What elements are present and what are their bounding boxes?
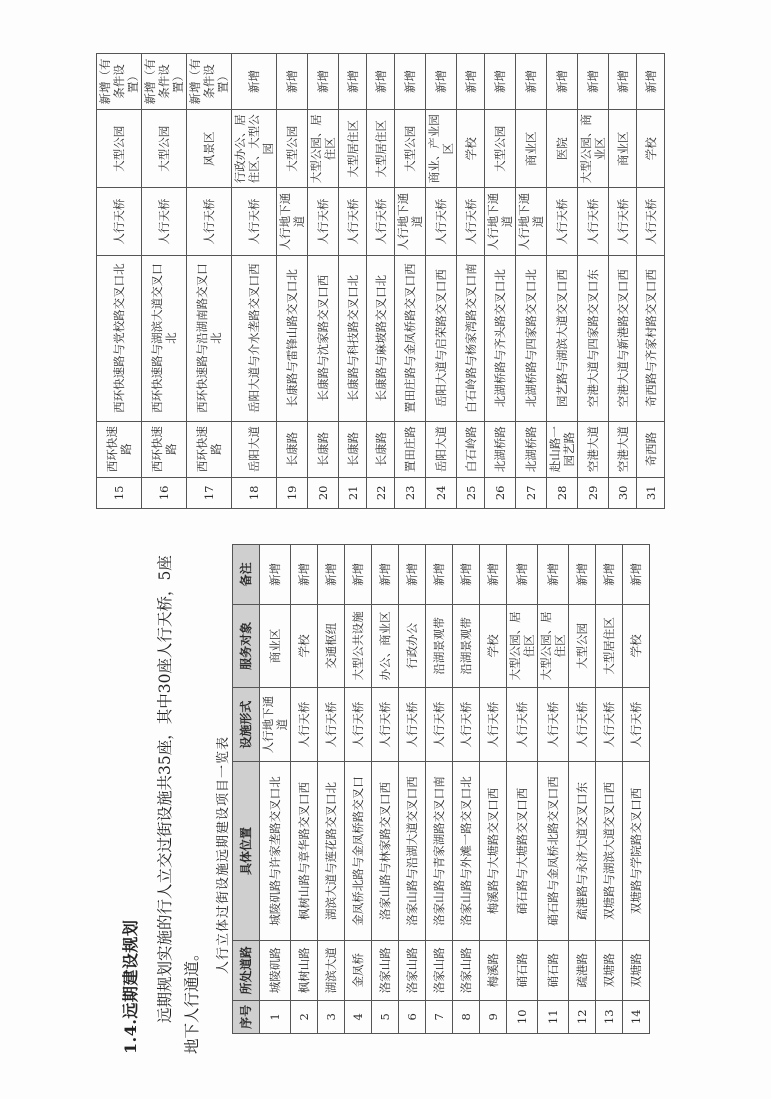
cell-target: 大型公园: [485, 110, 516, 188]
cell-note: 新增: [308, 54, 339, 110]
table-row: [507, 545, 538, 1034]
cell-form: 人行天桥: [318, 688, 345, 762]
cell-no: 8: [453, 1000, 480, 1033]
cell-note: 新增: [578, 54, 609, 110]
cell-target: 沿湖景观带: [453, 604, 480, 687]
cell-note: 新增: [596, 545, 623, 605]
table-row: [578, 54, 609, 509]
cell-note: 新增: [372, 545, 399, 605]
cell-no: 4: [345, 1000, 372, 1033]
cell-note: 新增: [232, 54, 277, 110]
table-row: [609, 54, 637, 509]
cell-target: 行政办公、居住区、大型公园: [232, 110, 277, 188]
table-row: [232, 54, 277, 509]
cell-location: 梅溪路与大塘路交叉口西: [480, 762, 507, 941]
cell-target: 大型公园、居住区: [507, 604, 538, 687]
cell-note: 新增: [637, 54, 665, 110]
cell-location: 西环快速路与党校路交叉口北: [97, 255, 142, 421]
cell-no: 21: [339, 477, 367, 508]
cell-target: 风景区: [187, 110, 232, 188]
cell-form: 人行天桥: [187, 188, 232, 255]
cell-target: 大型公园: [395, 110, 426, 188]
cell-form: 人行天桥: [339, 188, 367, 255]
table-caption: 人行立体过街设施远期建设项目一览表: [216, 735, 231, 974]
cell-target: 学校: [623, 604, 650, 687]
cell-location: 长康路与麻坡路交叉口北: [367, 255, 395, 421]
cell-note: 新增: [538, 545, 569, 605]
cell-target: 商业区: [609, 110, 637, 188]
cell-location: 长康路与沈家路交叉口西: [308, 255, 339, 421]
cell-location: 北湖桥路与四家路交叉口北: [516, 255, 547, 421]
cell-road: 金凤桥: [345, 940, 372, 1000]
table-row: [367, 54, 395, 509]
table-row: [637, 54, 665, 509]
cell-location: 空港大道与新港路交叉口西: [609, 255, 637, 421]
cell-note: 新增（有条件设置）: [187, 54, 232, 110]
table-row: [457, 54, 485, 509]
cell-no: 5: [372, 1000, 399, 1033]
cell-target: 大型公园、居住区: [308, 110, 339, 188]
cell-note: 新增: [345, 545, 372, 605]
cell-road: 长康路: [339, 421, 367, 477]
cell-form: 人行天桥: [637, 188, 665, 255]
header-note: 备注: [233, 545, 260, 605]
cell-road: 西环快速路: [187, 421, 232, 477]
cell-road: 空港大道: [578, 421, 609, 477]
cell-note: 新增: [291, 545, 318, 605]
cell-form: 人行天桥: [569, 688, 596, 762]
cell-note: 新增: [480, 545, 507, 605]
cell-form: 人行天桥: [507, 688, 538, 762]
cell-form: 人行天桥: [308, 188, 339, 255]
cell-location: 洛家山路与沿湖大道交叉口西: [399, 762, 426, 941]
cell-form: 人行天桥: [578, 188, 609, 255]
cell-form: 人行天桥: [367, 188, 395, 255]
cell-road: 硝石路: [507, 940, 538, 1000]
section-paragraph: 远期规划实施的行人立交过街设施共35座，其中30座人行天桥，5座地下人行通道。: [156, 555, 201, 1054]
cell-road: 赴山路一园艺路: [547, 421, 578, 477]
cell-note: 新增: [453, 545, 480, 605]
cell-road: 双塘路: [596, 940, 623, 1000]
cell-road: 北湖桥路: [516, 421, 547, 477]
cell-location: 双塘路与学院路交叉口西: [623, 762, 650, 941]
cell-note: 新增（有条件设置）: [97, 54, 142, 110]
cell-target: 学校: [457, 110, 485, 188]
table-row: [569, 545, 596, 1034]
cell-note: 新增: [569, 545, 596, 605]
cell-target: 商业区: [260, 604, 291, 687]
cell-target: 大型公园: [97, 110, 142, 188]
cell-note: 新增: [395, 54, 426, 110]
cell-no: 28: [547, 477, 578, 508]
cell-no: 3: [318, 1000, 345, 1033]
cell-note: 新增: [426, 54, 457, 110]
cell-road: 梅溪路: [480, 940, 507, 1000]
cell-location: 洛家山路与外滩一路交叉口北: [453, 762, 480, 941]
table-row: [426, 545, 453, 1034]
cell-form: 人行天桥: [399, 688, 426, 762]
cell-no: 30: [609, 477, 637, 508]
cell-target: 大型公园: [569, 604, 596, 687]
table-row: [142, 54, 187, 509]
cell-no: 14: [623, 1000, 650, 1033]
cell-no: 24: [426, 477, 457, 508]
cell-location: 置田庄路与金凤桥路交叉口西: [395, 255, 426, 421]
cell-target: 大型公园: [277, 110, 308, 188]
cell-location: 北湖桥路与齐头路交叉口北: [485, 255, 516, 421]
cell-road: 疏港路: [569, 940, 596, 1000]
cell-location: 双塘路与湖滨大道交叉口西: [596, 762, 623, 941]
cell-location: 岳阳大道与介水垄路交叉口西: [232, 255, 277, 421]
cell-location: 金凤桥北路与金凤桥路交叉口: [345, 762, 372, 941]
cell-note: 新增: [277, 54, 308, 110]
cell-location: 长康路与雷锋山路交叉口北: [277, 255, 308, 421]
table-row: [291, 545, 318, 1034]
table-row: [480, 545, 507, 1034]
cell-no: 2: [291, 1000, 318, 1033]
cell-road: 西环快速路: [142, 421, 187, 477]
cell-target: 大型居住区: [596, 604, 623, 687]
table-row: [516, 54, 547, 509]
cell-road: 长康路: [308, 421, 339, 477]
cell-road: 岳阳大道: [232, 421, 277, 477]
cell-road: 枫树山路: [291, 940, 318, 1000]
cell-form: 人行天桥: [480, 688, 507, 762]
cell-no: 10: [507, 1000, 538, 1033]
cell-target: 学校: [637, 110, 665, 188]
cell-target: 商业区: [516, 110, 547, 188]
cell-target: 学校: [291, 604, 318, 687]
cell-no: 31: [637, 477, 665, 508]
table-row: [395, 54, 426, 509]
cell-no: 12: [569, 1000, 596, 1033]
cell-no: 11: [538, 1000, 569, 1033]
cell-note: 新增: [399, 545, 426, 605]
cell-location: 长康路与科技路交叉口北: [339, 255, 367, 421]
cell-target: 医院: [547, 110, 578, 188]
header-road: 所处道路: [233, 940, 260, 1000]
cell-no: 23: [395, 477, 426, 508]
cell-target: 学校: [480, 604, 507, 687]
cell-form: 人行天桥: [232, 188, 277, 255]
cell-road: 洛家山路: [426, 940, 453, 1000]
cell-form: 人行地下通道: [395, 188, 426, 255]
cell-no: 1: [260, 1000, 291, 1033]
cell-target: 大型公园、商业区: [578, 110, 609, 188]
cell-form: 人行天桥: [623, 688, 650, 762]
cell-no: 26: [485, 477, 516, 508]
cell-road: 置田庄路: [395, 421, 426, 477]
cell-no: 18: [232, 477, 277, 508]
cell-note: 新增: [623, 545, 650, 605]
cell-note: 新增（有条件设置）: [142, 54, 187, 110]
cell-no: 15: [97, 477, 142, 508]
cell-road: 湖滨大道: [318, 940, 345, 1000]
table-row: [399, 545, 426, 1034]
cell-note: 新增: [426, 545, 453, 605]
cell-road: 洛家山路: [453, 940, 480, 1000]
facility-table-part-1: [232, 544, 650, 1034]
cell-target: 行政办公: [399, 604, 426, 687]
cell-target: 大型公园、居住区: [538, 604, 569, 687]
cell-road: 北湖桥路: [485, 421, 516, 477]
cell-no: 17: [187, 477, 232, 508]
table-row: [318, 545, 345, 1034]
cell-location: 岳阳大道与启荣路交叉口西: [426, 255, 457, 421]
cell-note: 新增: [507, 545, 538, 605]
cell-form: 人行天桥: [547, 188, 578, 255]
cell-form: 人行地下通道: [260, 688, 291, 762]
cell-note: 新增: [260, 545, 291, 605]
table-row: [260, 545, 291, 1034]
cell-no: 6: [399, 1000, 426, 1033]
cell-no: 20: [308, 477, 339, 508]
cell-note: 新增: [457, 54, 485, 110]
cell-target: 交通枢纽: [318, 604, 345, 687]
cell-form: 人行地下通道: [277, 188, 308, 255]
cell-no: 25: [457, 477, 485, 508]
cell-no: 19: [277, 477, 308, 508]
cell-road: 岳阳大道: [426, 421, 457, 477]
cell-form: 人行天桥: [426, 188, 457, 255]
cell-no: 9: [480, 1000, 507, 1033]
header-target: 服务对象: [233, 604, 260, 687]
cell-note: 新增: [367, 54, 395, 110]
cell-location: 硝石路与大塘路交叉口西: [507, 762, 538, 941]
cell-target: 大型公园: [142, 110, 187, 188]
cell-road: 洛家山路: [399, 940, 426, 1000]
cell-no: 29: [578, 477, 609, 508]
table-row: [426, 54, 457, 509]
table-row: [623, 545, 650, 1034]
cell-form: 人行天桥: [596, 688, 623, 762]
cell-no: 22: [367, 477, 395, 508]
cell-form: 人行天桥: [609, 188, 637, 255]
cell-note: 新增: [609, 54, 637, 110]
cell-note: 新增: [516, 54, 547, 110]
cell-no: 7: [426, 1000, 453, 1033]
cell-road: 长康路: [367, 421, 395, 477]
table-row: [187, 54, 232, 509]
table-row: [538, 545, 569, 1034]
cell-form: 人行天桥: [372, 688, 399, 762]
cell-location: 西环快速路与沿湖南路交叉口北: [187, 255, 232, 421]
cell-road: 双塘路: [623, 940, 650, 1000]
cell-road: 城陵矶路: [260, 940, 291, 1000]
cell-location: 园艺路与湖滨大道交叉口西: [547, 255, 578, 421]
table-row: [308, 54, 339, 509]
cell-road: 洛家山路: [372, 940, 399, 1000]
cell-note: 新增: [339, 54, 367, 110]
cell-no: 16: [142, 477, 187, 508]
cell-form: 人行天桥: [457, 188, 485, 255]
header-no: 序号: [233, 1000, 260, 1033]
cell-location: 洛家山路与青家湖路交叉口南: [426, 762, 453, 941]
cell-location: 硝石路与金凤桥北路交叉口西: [538, 762, 569, 941]
table-row: [277, 54, 308, 509]
cell-location: 疏港路与永济大道交叉口东: [569, 762, 596, 941]
header-form: 设施形式: [233, 688, 260, 762]
cell-form: 人行地下通道: [485, 188, 516, 255]
table-row: [372, 545, 399, 1034]
cell-location: 湖滨大道与莲花路交叉口北: [318, 762, 345, 941]
cell-no: 27: [516, 477, 547, 508]
table-row: [596, 545, 623, 1034]
section-heading: 1.4.远期建设规划: [121, 919, 140, 1054]
cell-location: 洛家山路与林家路交叉口西: [372, 762, 399, 941]
cell-road: 空港大道: [609, 421, 637, 477]
cell-road: 西环快速路: [97, 421, 142, 477]
table-row: [339, 54, 367, 509]
cell-road: 长康路: [277, 421, 308, 477]
cell-road: 奇西路: [637, 421, 665, 477]
cell-location: 空港大道与四家路交叉口东: [578, 255, 609, 421]
cell-target: 办公、商业区: [372, 604, 399, 687]
cell-form: 人行天桥: [97, 188, 142, 255]
cell-form: 人行天桥: [538, 688, 569, 762]
cell-no: 13: [596, 1000, 623, 1033]
facility-table-part-2: [96, 53, 665, 509]
cell-note: 新增: [318, 545, 345, 605]
cell-target: 沿湖景观带: [426, 604, 453, 687]
header-location: 具体位置: [233, 762, 260, 941]
cell-target: 商业、产业园区: [426, 110, 457, 188]
table-header-row: [233, 545, 260, 1034]
cell-form: 人行地下通道: [516, 188, 547, 255]
cell-form: 人行天桥: [142, 188, 187, 255]
cell-location: 城陵矶路与许家垄路交叉口北: [260, 762, 291, 941]
table-row: [345, 545, 372, 1034]
cell-target: 大型居住区: [339, 110, 367, 188]
cell-note: 新增: [485, 54, 516, 110]
cell-target: 大型公共设施: [345, 604, 372, 687]
cell-note: 新增: [547, 54, 578, 110]
cell-form: 人行天桥: [291, 688, 318, 762]
cell-location: 西环快速路与湖滨大道交叉口北: [142, 255, 187, 421]
cell-location: 枫树山路与章华路交叉口西: [291, 762, 318, 941]
cell-location: 白石岭路与杨家湾路交叉口南: [457, 255, 485, 421]
cell-road: 硝石路: [538, 940, 569, 1000]
cell-form: 人行天桥: [453, 688, 480, 762]
cell-road: 白石岭路: [457, 421, 485, 477]
cell-target: 大型居住区: [367, 110, 395, 188]
table-row: [97, 54, 142, 509]
table-row: [485, 54, 516, 509]
cell-form: 人行天桥: [426, 688, 453, 762]
cell-location: 奇西路与齐家村路交叉口西: [637, 255, 665, 421]
table-row: [547, 54, 578, 509]
cell-form: 人行天桥: [345, 688, 372, 762]
table-row: [453, 545, 480, 1034]
